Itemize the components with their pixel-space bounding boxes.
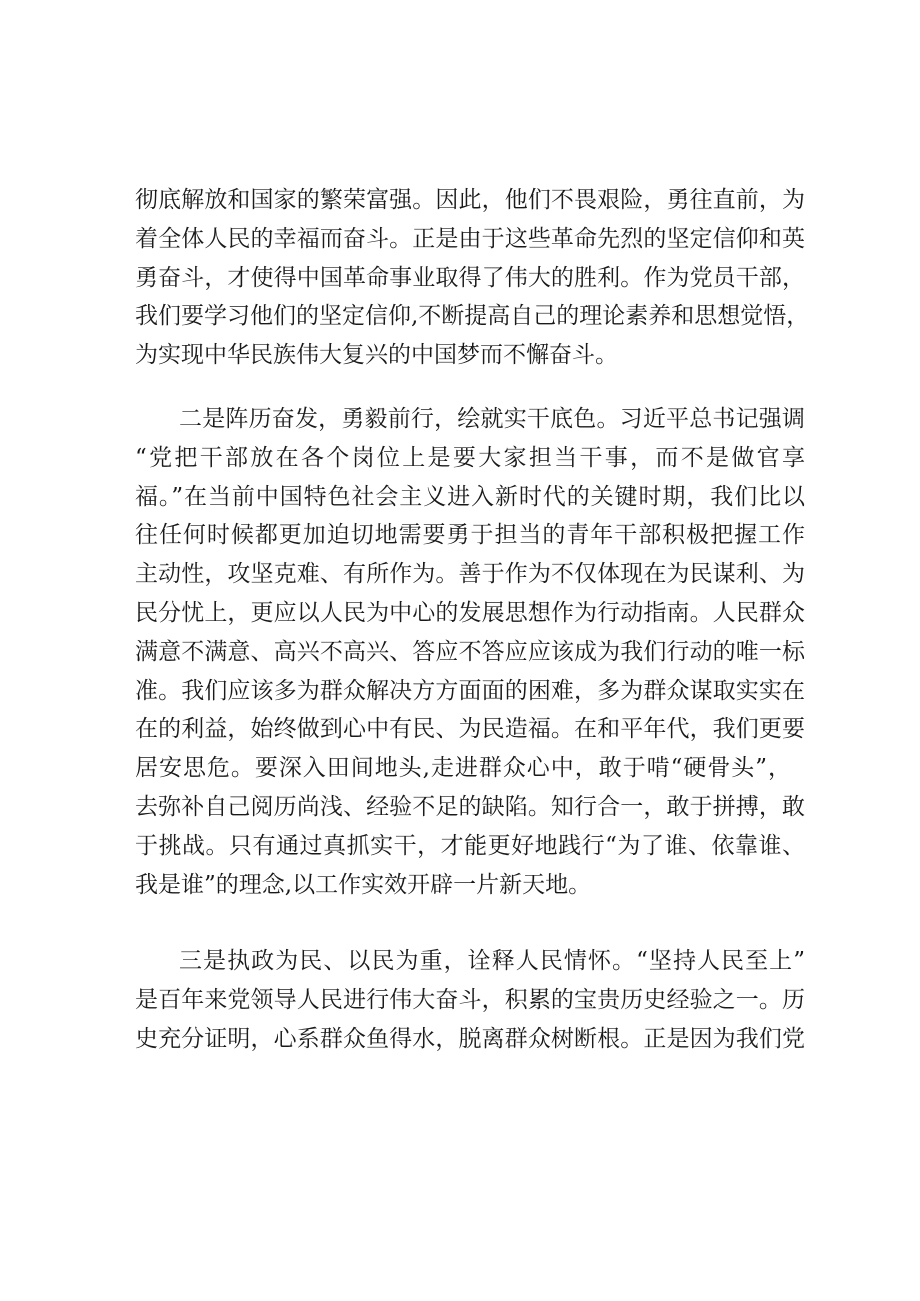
text-line: 史充分证明，心系群众鱼得水，脱离群众树断根。正是因为我们党 [135, 1025, 805, 1052]
text-line: 满意不满意、高兴不高兴、答应不答应应该成为我们行动的唯一标 [135, 638, 805, 665]
text-line: 二是阵历奋发，勇毅前行，绘就实干底色。习近平总书记强调 [179, 406, 805, 432]
text-line: 彻底解放和国家的繁荣富强。因此，他们不畏艰险，勇往直前，为 [135, 187, 805, 213]
text-line: 准。我们应该多为群众解决方方面面的困难，多为群众谋取实实在 [135, 677, 805, 704]
text-line: 往任何时候都更加迫切地需要勇于担当的青年干部积极把握工作 [135, 522, 805, 549]
text-line: “党把干部放在各个岗位上是要大家担当干事，而不是做官享 [135, 444, 805, 471]
paragraph-2 [135, 400, 805, 904]
text-line: 为实现中华民族伟大复兴的中国梦而不懈奋斗。 [135, 342, 618, 369]
paragraph-3 [135, 942, 805, 1058]
text-line: 三是执政为民、以民为重，诠释人民情怀。“坚持人民至上” [179, 948, 805, 974]
text-line: 我是谁”的理念,以工作实效开辟一片新天地。 [135, 871, 592, 898]
text-line: 去弥补自己阅历尚浅、经验不足的缺陷。知行合一，敢于拼搏，敢 [135, 793, 805, 820]
text-line: 居安思危。要深入田间地头,走进群众心中，敢于啃“硬骨头”， [135, 755, 791, 782]
text-line: 我们要学习他们的坚定信仰,不断提高自己的理论素养和思想觉悟， [135, 303, 810, 330]
text-line: 于挑战。只有通过真抓实干，才能更好地践行“为了谁、依靠谁、 [135, 832, 805, 859]
text-line: 着全体人民的幸福而奋斗。正是由于这些革命先烈的坚定信仰和英 [135, 225, 805, 252]
text-line: 民分忧上，更应以人民为中心的发展思想作为行动指南。人民群众 [135, 599, 805, 626]
text-line: 勇奋斗，才使得中国革命事业取得了伟大的胜利。作为党员干部， [135, 264, 805, 291]
text-line: 在的利益，始终做到心中有民、为民造福。在和平年代，我们更要 [135, 716, 805, 743]
paragraph-1 [135, 181, 810, 375]
text-line: 主动性，攻坚克难、有所作为。善于作为不仅体现在为民谋利、为 [135, 561, 805, 588]
text-line: 是百年来党领导人民进行伟大奋斗，积累的宝贵历史经验之一。历 [135, 986, 805, 1013]
text-line: 福。”在当前中国特色社会主义进入新时代的关键时期，我们比以 [135, 483, 805, 510]
